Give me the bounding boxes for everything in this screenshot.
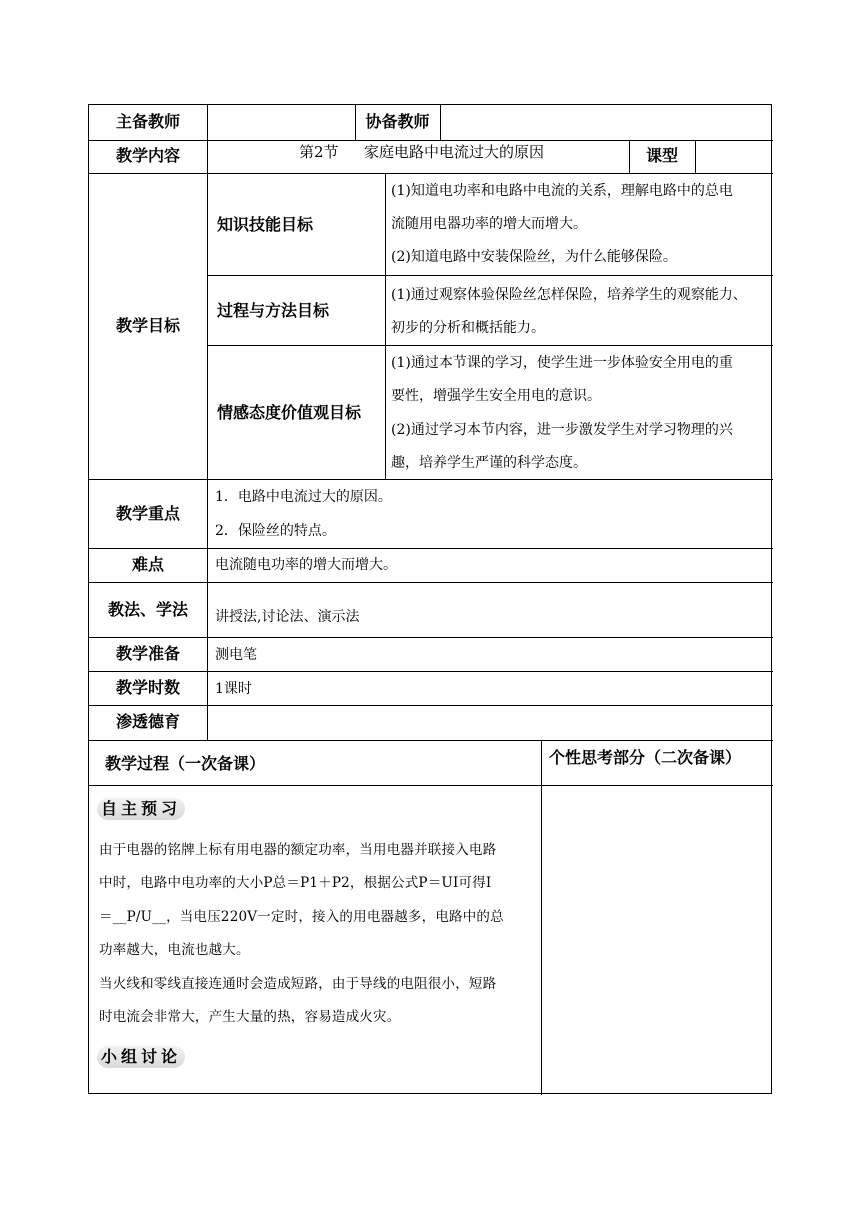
self-study-paragraph-line: ＝__P/U__，当电压220V一定时，接入的用电器越多，电路中的总 <box>99 909 504 925</box>
preparation-value: 测电笔 <box>215 647 257 663</box>
col-divider <box>440 105 441 140</box>
key-points-label: 教学重点 <box>115 504 180 523</box>
col-divider <box>385 173 386 479</box>
duration-label: 教学时数 <box>115 678 180 697</box>
key-point-item: 2．保险丝的特点。 <box>215 523 336 539</box>
row-divider <box>207 275 773 276</box>
process-left-header: 教学过程（一次备课） <box>105 754 266 773</box>
objective-knowledge-line: 流随用电器功率的增大而增大。 <box>391 216 587 232</box>
process-right-header: 个性思考部分（二次备课） <box>549 748 742 767</box>
second-prep-notes-area[interactable] <box>547 791 767 1089</box>
content-label: 教学内容 <box>115 146 180 165</box>
section-title: 家庭电路中电流过大的原因 <box>364 143 545 161</box>
co-teacher-label: 协备教师 <box>365 112 430 131</box>
objective-attitude-line: 趣，培养学生严谨的科学态度。 <box>391 455 587 471</box>
row-divider <box>89 548 773 549</box>
row-divider <box>89 173 773 174</box>
objective-attitude-line: 要性，增强学生安全用电的意识。 <box>391 388 601 404</box>
key-point-item: 1．电路中电流过大的原因。 <box>215 489 392 505</box>
lead-teacher-label: 主备教师 <box>115 112 180 131</box>
difficulty-value: 电流随电功率的增大而增大。 <box>215 557 397 573</box>
objective-process-label: 过程与方法目标 <box>217 301 330 320</box>
col-divider <box>207 105 208 740</box>
row-divider <box>89 582 773 583</box>
section-number: 第2节 <box>299 143 339 161</box>
lesson-type-label: 课型 <box>645 146 678 165</box>
row-divider <box>89 140 773 141</box>
self-study-paragraph-line: 功率越大，电流也越大。 <box>99 942 250 958</box>
difficulty-label: 难点 <box>131 555 164 574</box>
group-discussion-heading: 小组讨论 <box>97 1046 185 1068</box>
self-study-paragraph-line: 由于电器的铭牌上标有用电器的额定功率，当用电器并联接入电路 <box>99 842 497 858</box>
objective-process-line: 初步的分析和概括能力。 <box>391 320 545 336</box>
duration-value: 1课时 <box>215 681 252 697</box>
objective-attitude-line: (1)通过本节课的学习，使学生进一步体验安全用电的重 <box>391 355 733 371</box>
col-divider <box>541 740 542 1095</box>
moral-label: 渗透德育 <box>115 712 180 731</box>
objective-knowledge-line: (2)知道电路中安装保险丝，为什么能够保险。 <box>391 249 677 265</box>
row-divider <box>207 345 773 346</box>
self-study-heading: 自主预习 <box>97 798 185 820</box>
short-circuit-paragraph-line: 时电流会非常大，产生大量的热，容易造成火灾。 <box>99 1009 401 1025</box>
objective-attitude-label: 情感态度价值观目标 <box>217 403 362 422</box>
short-circuit-paragraph-line: 当火线和零线直接连通时会造成短路，由于导线的电阻很小，短路 <box>99 976 497 992</box>
preparation-label: 教学准备 <box>115 644 180 663</box>
methods-value: 讲授法,讨论法、演示法 <box>215 609 360 625</box>
self-study-paragraph-line: 中时，电路中电功率的大小P总＝P1＋P2，根据公式P＝UI可得I <box>99 875 492 891</box>
row-divider <box>89 637 773 638</box>
row-divider <box>89 785 773 786</box>
row-divider <box>89 479 773 480</box>
objective-attitude-line: (2)通过学习本节内容，进一步激发学生对学习物理的兴 <box>391 422 733 438</box>
col-divider <box>695 140 696 173</box>
objective-knowledge-label: 知识技能目标 <box>217 215 314 234</box>
objective-process-line: (1)通过观察体验保险丝怎样保险，培养学生的观察能力、 <box>391 287 747 303</box>
methods-label: 教法、学法 <box>107 600 188 619</box>
objective-knowledge-line: (1)知道电功率和电路中电流的关系，理解电路中的总电 <box>391 183 733 199</box>
row-divider <box>89 671 773 672</box>
objectives-label: 教学目标 <box>115 316 180 335</box>
row-divider <box>89 740 773 741</box>
lesson-plan-table <box>88 104 772 1094</box>
row-divider <box>89 705 773 706</box>
